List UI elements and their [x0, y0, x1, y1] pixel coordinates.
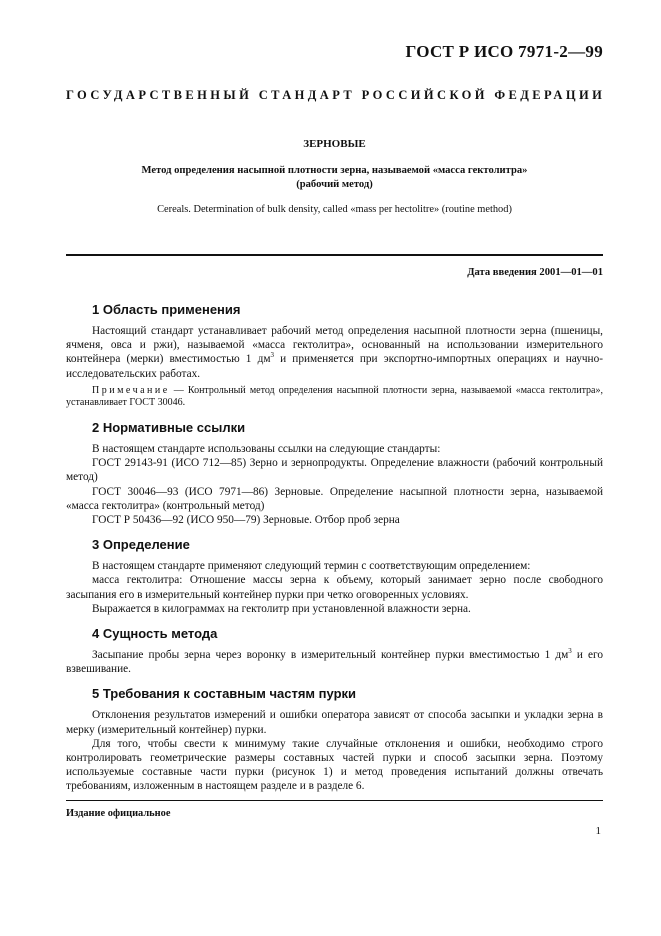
document-body [66, 302, 603, 804]
paragraph: Для того, чтобы свести к минимуму такие случайные отклонения и ошибки, необходимо строго контролировать геометрические размеры составных частей пурки и способ засыпки зерна. Поэтому используемые составные части пурки (рисунок 1) и метод проведения испытаний должны отвечать требованиям, изложенным в настоящем разделе и в разделе 6. [66, 737, 603, 793]
note-paragraph [66, 385, 603, 410]
note-label: Примечание [92, 384, 170, 396]
official-edition-label: Издание официальное [66, 808, 171, 819]
paragraph-text: Засыпание пробы зерна через воронку в измерительный контейнер пурки вместимостью 1 дм [92, 649, 569, 662]
section-heading: 5 Требования к составным частям пурки [92, 686, 357, 702]
superscript: 3 [270, 351, 274, 360]
paragraph-text-tail: и применяется при экспортно-импортных операциях и научно-исследовательских работах. [66, 353, 603, 380]
state-standard-title: ГОСУДАРСТВЕННЫЙ СТАНДАРТ РОССИЙСКОЙ ФЕДЕРАЦИИ [66, 88, 606, 102]
paragraph: В настоящем стандарте использованы ссылки на следующие стандарты: [92, 443, 441, 455]
section-scope [66, 302, 603, 410]
footer-divider [66, 800, 603, 801]
standard-subject: ЗЕРНОВЫЕ [303, 138, 366, 150]
section-requirements [66, 686, 603, 793]
title-divider [66, 254, 603, 256]
section-definition [66, 537, 603, 616]
method-title-line2: (рабочий метод) [296, 179, 373, 190]
method-title-line1: Метод определения насыпной плотности зерна, называемой «масса гектолитра» [141, 165, 528, 176]
section-heading: 4 Сущность метода [92, 626, 218, 642]
paragraph: В настоящем стандарте применяют следующий термин с соответствующим определением: [92, 560, 531, 573]
method-title [90, 164, 579, 192]
paragraph: Отклонения результатов измерений и ошибки оператора зависят от способа засыпки и укладки зерна в мерку (измерительный контейнер) пурки. [66, 709, 603, 736]
english-title: Cereals. Determination of bulk density, called «mass per hectolitre» (routine method) [157, 204, 512, 215]
paragraph: Выражается в килограммах на гектолитр при установленной влажности зерна. [92, 602, 471, 615]
paragraph [66, 324, 603, 381]
reference-item: ГОСТ Р 50436—92 (ИСО 950—79) Зерновые. Отбор проб зерна [92, 514, 400, 527]
paragraph-text-tail: и его взвешивание. [66, 649, 603, 676]
section-heading: 1 Область применения [92, 302, 241, 317]
definition-paragraph: масса гектолитра: Отношение массы зерна к объему, который занимает зерно после свободного засыпания его в измерительный контейнер пурки при четко оговоренных условиях. [66, 574, 603, 601]
page-number: 1 [595, 825, 601, 837]
reference-item: ГОСТ 30046—93 (ИСО 7971—86) Зерновые. Определение насыпной плотности зерна, называемой «масса гектолитра» (контрольный метод) [66, 485, 603, 512]
reference-item: ГОСТ 29143-91 (ИСО 712—85) Зерно и зернопродукты. Определение влажности (рабочий контрольный метод) [66, 457, 603, 484]
section-heading: 3 Определение [92, 537, 190, 553]
paragraph-text: Настоящий стандарт устанавливает рабочий метод определения насыпной плотности зерна (пшеницы, ячменя, овса и ржи), называемой «масса гектолитра», основанный на использовании измерительного контейнера (мерки) вместимостью 1 дм [66, 325, 603, 366]
section-normative-references [66, 420, 603, 527]
introduction-date: Дата введения 2001—01—01 [467, 267, 603, 278]
document-code: ГОСТ Р ИСО 7971-2—99 [405, 42, 603, 61]
paragraph [66, 648, 603, 676]
note-text: — Контрольный метод определения насыпной плотности зерна, называемой «масса гектолитра», устанавливает ГОСТ 30046. [66, 384, 603, 409]
section-method-principle [66, 626, 603, 676]
section-heading: 2 Нормативные ссылки [92, 420, 246, 435]
superscript: 3 [568, 647, 572, 656]
